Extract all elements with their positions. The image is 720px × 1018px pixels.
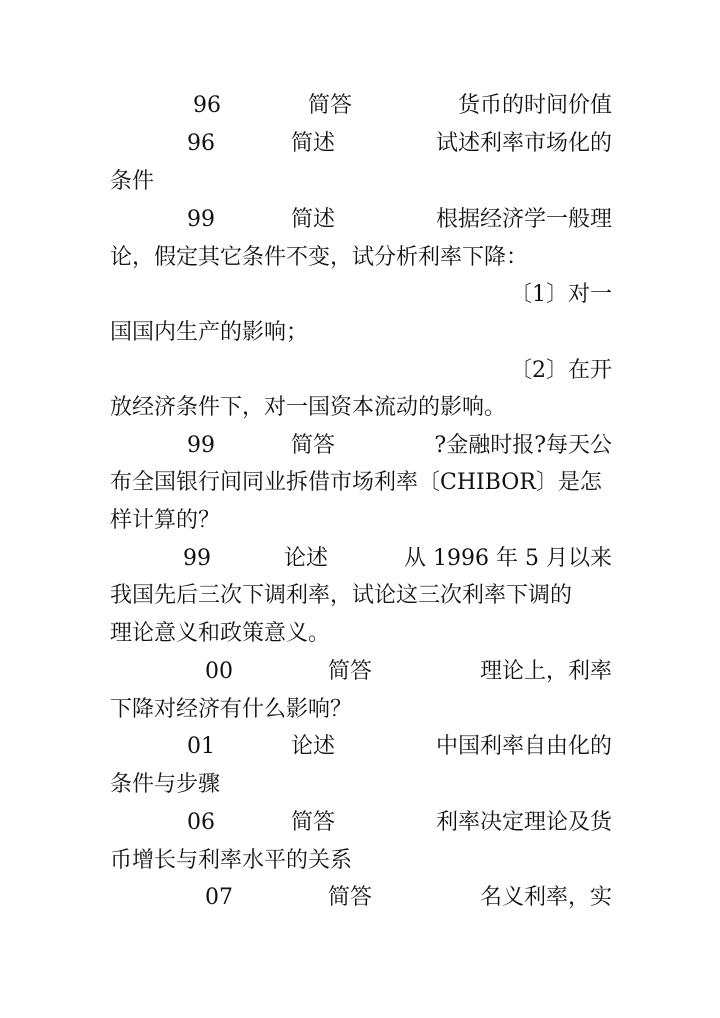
entry-continuation: 理论意义和政策意义。 — [110, 621, 331, 646]
entry-year: 96 — [193, 93, 221, 118]
entry-year: 96 — [187, 131, 215, 156]
entry-type: 简述 — [291, 207, 336, 232]
entry-continuation: 条件 — [110, 169, 155, 194]
entry-type: 简答 — [291, 810, 336, 835]
entry-title: 理论上，利率 — [479, 659, 612, 684]
entry-continuation: 条件与步骤 — [110, 772, 221, 797]
entry-continuation: 布全国银行间同业拆借市场利率〔CHIBOR〕是怎 — [110, 470, 602, 495]
entry-continuation: 我国先后三次下调利率，试论这三次利率下调的 — [110, 583, 573, 608]
entry-title: 中国利率自由化的 — [435, 734, 612, 759]
entry-title: 货币的时间价值 — [457, 93, 612, 118]
sub-item-2: 〔2〕在开 — [510, 358, 612, 383]
sub-item-1-continuation: 国国内生产的影响； — [110, 320, 309, 345]
entry-title: 利率决定理论及货 — [435, 810, 612, 835]
entry-type: 简答 — [328, 659, 373, 684]
entry-year: 06 — [187, 810, 215, 835]
entry-continuation: 下降对经济有什么影响？ — [110, 697, 353, 722]
entry-title: ?金融时报?每天公 — [434, 433, 612, 458]
entry-year: 07 — [205, 885, 233, 910]
sub-item-2-continuation: 放经济条件下，对一国资本流动的影响。 — [110, 395, 507, 420]
entry-continuation: 币增长与利率水平的关系 — [110, 848, 353, 873]
entry-continuation: 论，假定其它条件不变，试分析利率下降： — [110, 245, 529, 270]
entry-type: 简答 — [291, 433, 336, 458]
entry-title: 根据经济学一般理 — [435, 207, 612, 232]
entry-title: 从 1996 年 5 月以来 — [404, 546, 612, 571]
entry-type: 简答 — [328, 885, 373, 910]
entry-type: 简答 — [308, 93, 353, 118]
entry-type: 论述 — [284, 546, 329, 571]
sub-item-1: 〔1〕对一 — [510, 282, 612, 307]
entry-type: 论述 — [291, 734, 336, 759]
entry-title: 名义利率，实 — [479, 885, 612, 910]
entry-title: 试述利率市场化的 — [435, 131, 612, 156]
entry-year: 01 — [187, 734, 215, 759]
entry-year: 99 — [187, 433, 215, 458]
entry-year: 00 — [205, 659, 233, 684]
entry-year: 99 — [183, 546, 211, 571]
entry-year: 99 — [187, 207, 215, 232]
entry-type: 简述 — [291, 131, 336, 156]
entry-continuation: 样计算的？ — [110, 508, 221, 533]
